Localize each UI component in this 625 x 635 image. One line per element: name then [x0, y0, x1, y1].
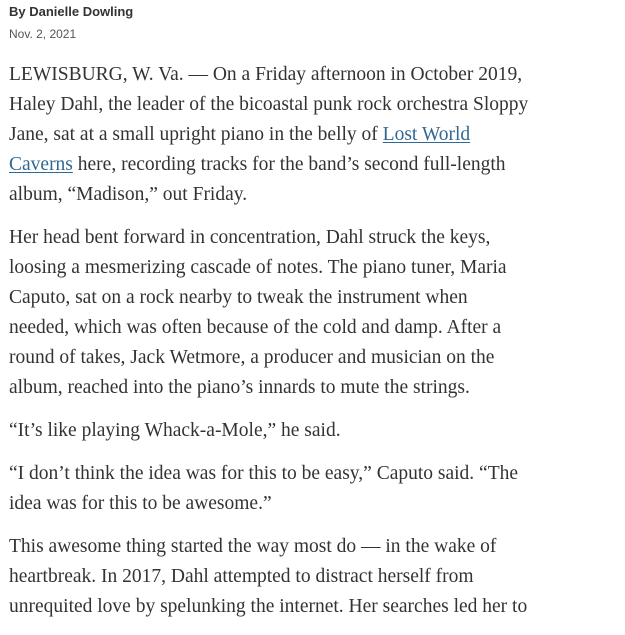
paragraph-5 [9, 532, 619, 622]
text-line: LEWISBURG, W. Va. — On a Friday afternoon in October 2019, [9, 64, 523, 85]
lost-world-caverns-link-continued[interactable]: Caverns [9, 154, 73, 175]
text-line-with-link [9, 120, 619, 150]
text-line: heartbreak. In 2017, Dahl attempted to distract herself from [9, 566, 474, 587]
text-line: “I don’t think the idea was for this to be easy,” Caputo said. “The [9, 463, 519, 484]
text-line: album, “Madison,” out Friday. [9, 184, 248, 205]
text-line: album, reached into the piano’s innards to mute the strings. [9, 377, 470, 398]
text-line: unrequited love by spelunking the internet. Her searches led her to [9, 596, 528, 617]
lost-world-caverns-link[interactable]: Lost World [382, 124, 471, 145]
text-line: round of takes, Jack Wetmore, a producer and musician on the [9, 347, 495, 368]
text-line: needed, which was often because of the cold and damp. After a [9, 317, 502, 338]
text-line-with-link [9, 150, 619, 180]
byline: By Danielle Dowling [9, 4, 134, 19]
paragraph-1 [9, 60, 619, 210]
text-line: Her head bent forward in concentration, Dahl struck the keys, [9, 227, 491, 248]
article-meta [9, 4, 133, 42]
paragraph-3 [9, 416, 619, 446]
article-body [9, 60, 619, 635]
text-line: loosing a mesmerizing cascade of notes. The piano tuner, Maria [9, 257, 507, 278]
text-line: Caputo, sat on a rock nearby to tweak the instrument when [9, 287, 468, 308]
text-fragment: here, recording tracks for the band’s second full-length [72, 154, 506, 175]
paragraph-4 [9, 459, 619, 519]
paragraph-2 [9, 223, 619, 403]
text-line: This awesome thing started the way most do — in the wake of [9, 536, 497, 557]
text-line: idea was for this to be awesome.” [9, 493, 272, 514]
text-line: Haley Dahl, the leader of the bicoastal punk rock orchestra Sloppy [9, 94, 529, 115]
publish-date: Nov. 2, 2021 [9, 27, 77, 41]
text-fragment: Jane, sat at a small upright piano in the belly of [9, 124, 383, 145]
text-line: “It’s like playing Whack-a-Mole,” he said. [9, 420, 341, 441]
